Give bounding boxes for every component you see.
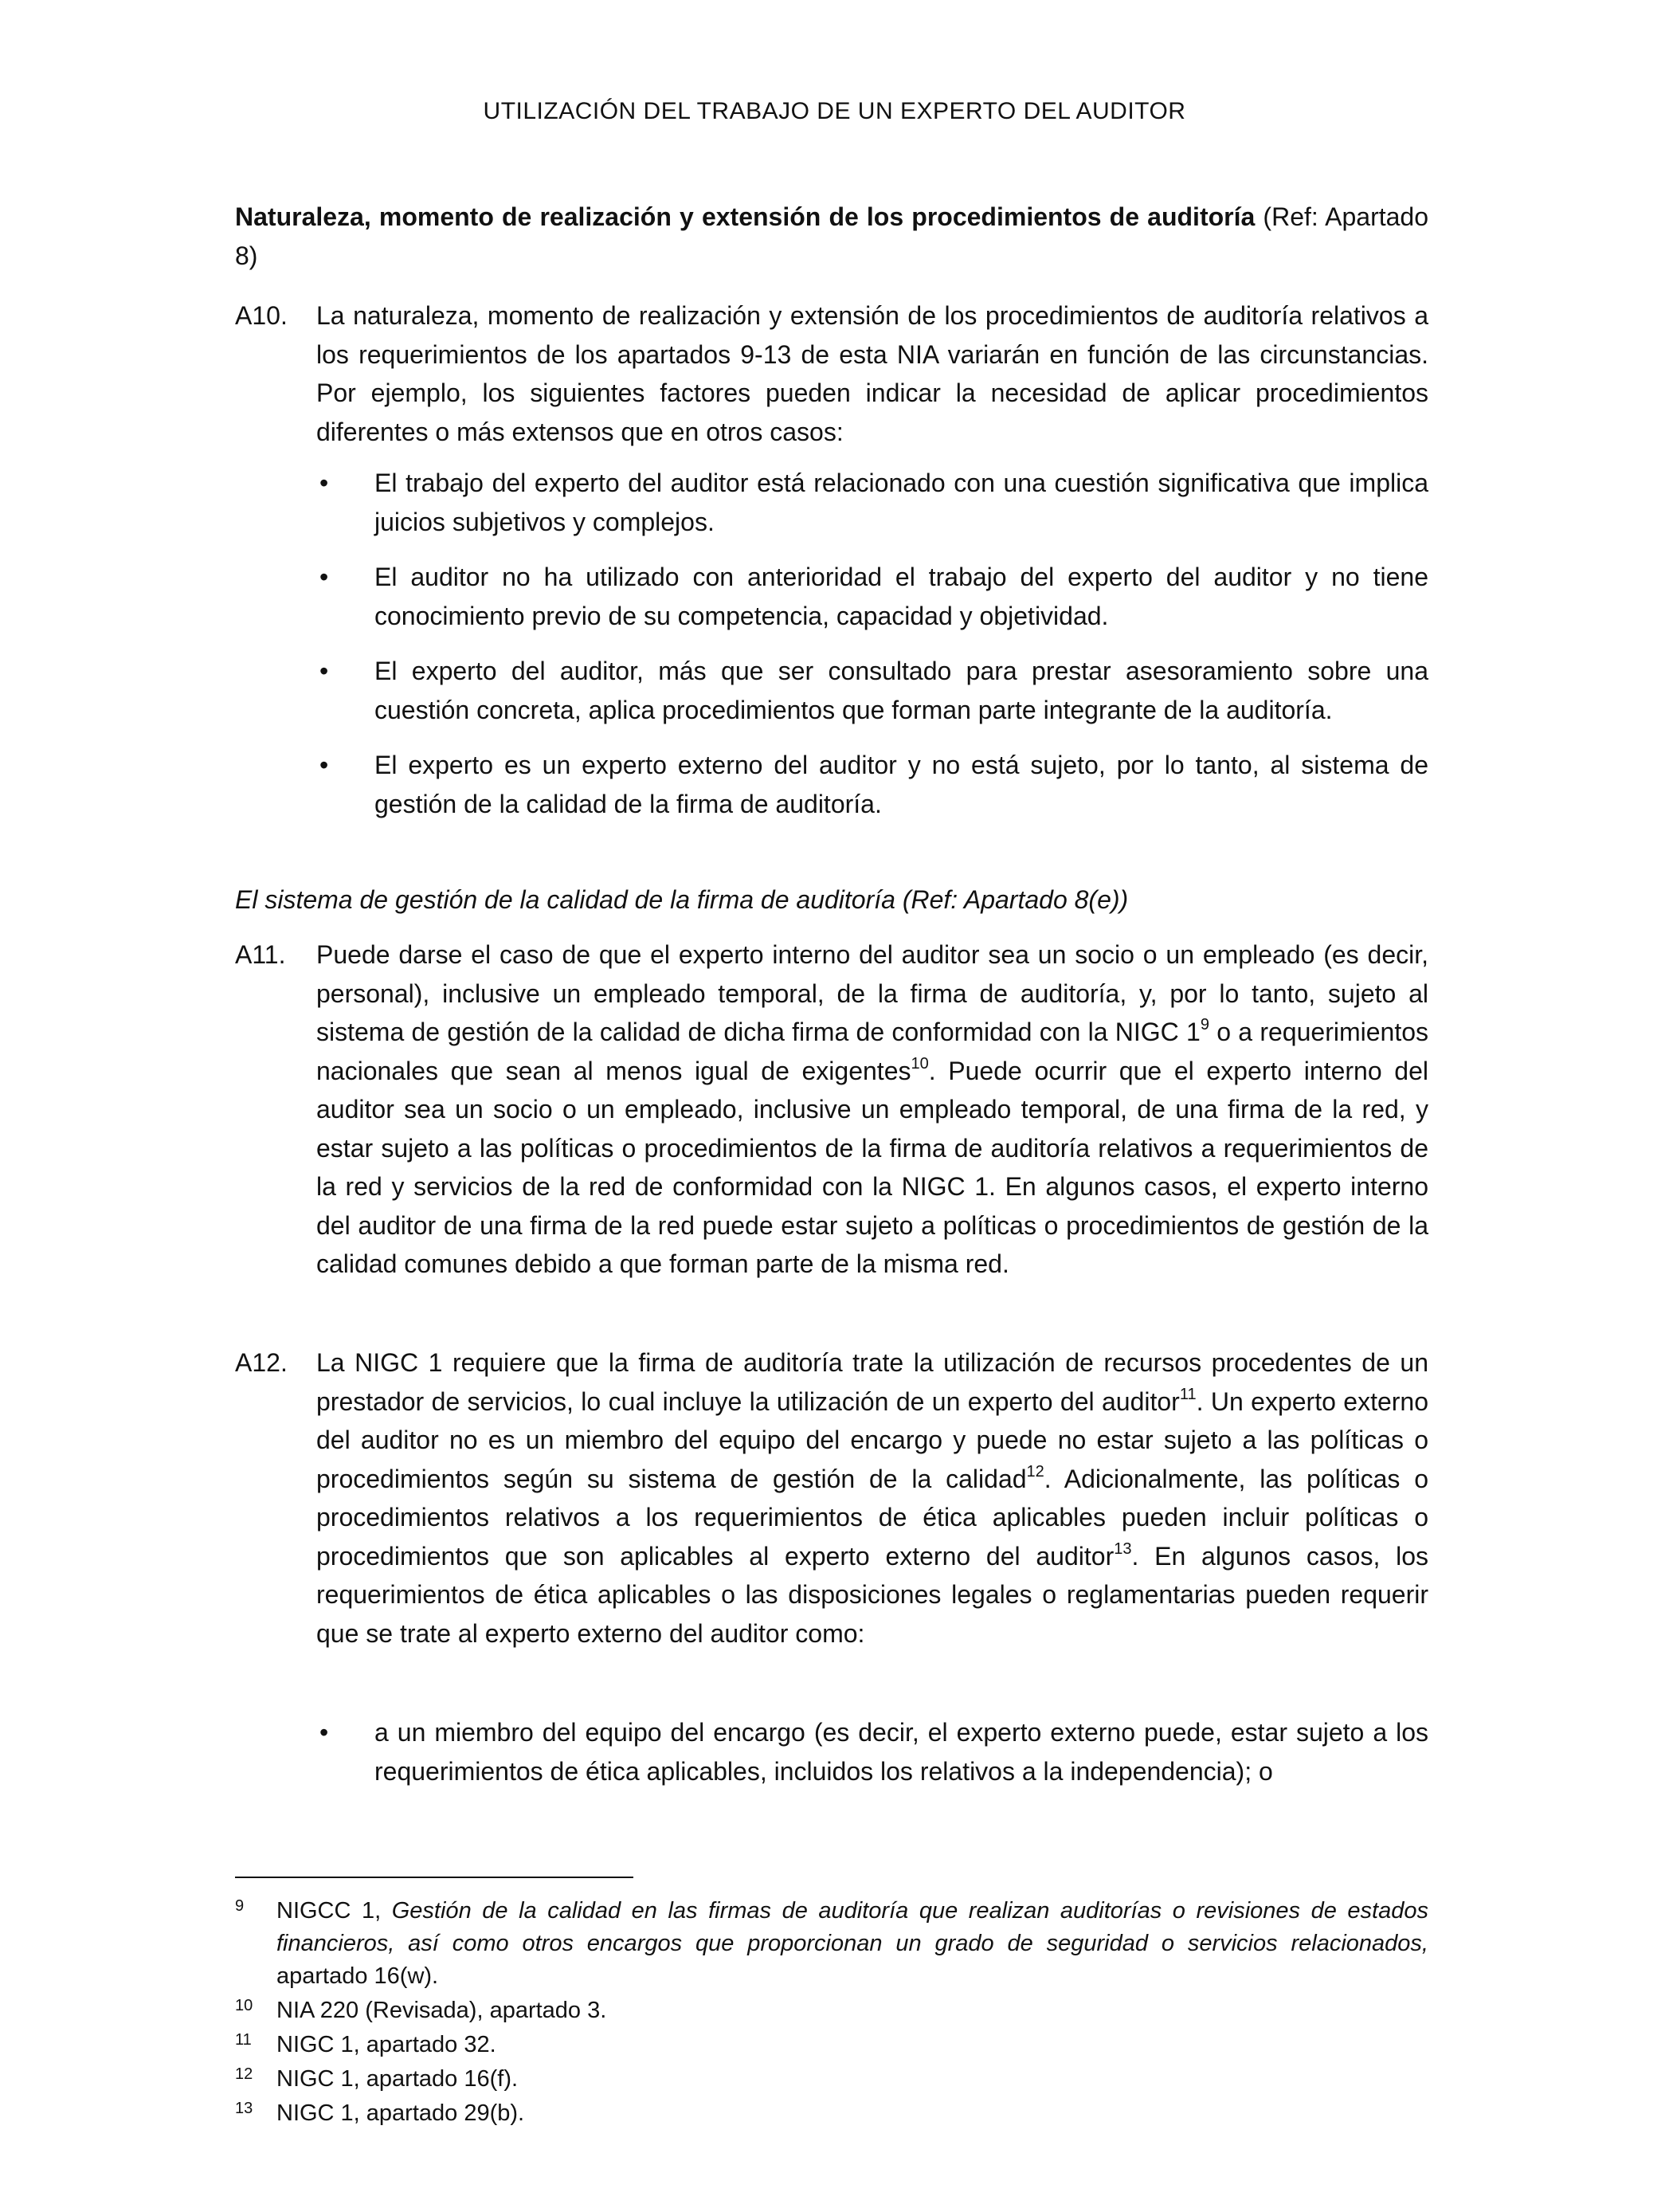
paragraph-a10: [235, 296, 1428, 451]
footnote-number: 10: [235, 1997, 253, 2014]
footnote-ref: 11: [1179, 1385, 1197, 1403]
footnote-ref: 9: [1200, 1016, 1209, 1033]
bullet-icon: •: [319, 563, 329, 591]
footnote: [235, 2029, 1428, 2061]
footnote-separator: [235, 1877, 633, 1878]
section-heading-ref: (Ref: Apartado 8): [235, 202, 1429, 270]
running-header: UTILIZACIÓN DEL TRABAJO DE UN EXPERTO DEL AUDITOR: [483, 98, 1186, 124]
footnote-text: NIGCC 1,: [276, 1898, 392, 1924]
bullet-icon: •: [319, 751, 329, 779]
paragraph-text: La naturaleza, momento de realización y extensión de los procedimientos de auditoría relativos a los requerimientos de los apartados 9-13 de esta NIA variarán en función de las circunstancias. Por ejemplo, los siguientes factores pueden indicar la necesidad de aplicar procedimientos diferentes o más extensos que en otros casos:: [316, 301, 1428, 446]
paragraph-a11: [235, 935, 1428, 1284]
footnotes: [235, 1895, 1428, 2132]
list-item: [316, 652, 1428, 729]
footnote-number: 11: [235, 2031, 252, 2049]
list-item-text: El experto del auditor, más que ser consultado para prestar asesoramiento sobre una cuestión concreta, aplica procedimientos que forman parte integrante de la auditoría.: [374, 657, 1428, 724]
paragraph-text: [316, 1343, 1428, 1653]
bullet-icon: •: [319, 1718, 329, 1747]
text-run: o a requerimientos nacionales que sean al menos igual de exigentes: [316, 1018, 1429, 1085]
footnote-text: NIGC 1, apartado 29(b).: [276, 2100, 525, 2126]
text-run: . Puede ocurrir que el experto interno del auditor sea un socio o un empleado, inclusive un empleado temporal, de una firma de la red, y estar sujeto a las políticas o procedimientos de la firma de auditoría relativos a requerimientos de la red y servicios de la red de conformidad con la NIGC 1. En algunos casos, el experto interno del auditor de una firma de la red puede estar sujeto a políticas o procedimientos de gestión de la calidad comunes debido a que forman parte de la misma red.: [316, 1056, 1429, 1278]
footnote-ref: 10: [911, 1054, 929, 1073]
footnote: [235, 1994, 1428, 2027]
paragraph-a12: [235, 1343, 1428, 1653]
text-run: La NIGC 1 requiere que la firma de auditoría trate la utilización de recursos procedentes de un prestador de servicios, lo cual incluye la utilización de un experto del auditor: [316, 1348, 1428, 1416]
paragraph-number: A12.: [235, 1348, 288, 1377]
text-run: . Un experto externo del auditor no es un miembro del equipo del encargo y puede no estar sujeto a las políticas o procedimientos según su sistema de gestión de la calidad: [316, 1386, 1429, 1493]
list-item: [316, 464, 1428, 541]
footnote-text: NIGC 1, apartado 32.: [276, 2032, 496, 2057]
subsection-heading: El sistema de gestión de la calidad de la firma de auditoría (Ref: Apartado 8(e)): [235, 885, 1129, 914]
footnote-number: 12: [235, 2065, 253, 2083]
section-heading: [235, 198, 1428, 275]
a10-bullet-list: [316, 464, 1428, 840]
list-item: [316, 1713, 1428, 1790]
paragraph-number: A10.: [235, 301, 288, 330]
text-run: Puede darse el caso de que el experto interno del auditor sea un socio o un empleado (es decir, personal), inclusive un empleado temporal, de la firma de auditoría, y, por lo tanto, sujeto al sistema de gestión de la calidad de dicha firma de conformidad con la NIGC 1: [316, 940, 1428, 1046]
bullet-icon: •: [319, 469, 329, 497]
footnote: [235, 1895, 1428, 1993]
bullet-icon: •: [319, 657, 329, 685]
footnote: [235, 2063, 1428, 2096]
text-run: . Adicionalmente, las políticas o procedimientos relativos a los requerimientos de ética aplicables pueden incluir políticas o procedimientos que son aplicables al experto externo del auditor: [316, 1464, 1429, 1571]
list-item: [316, 558, 1428, 635]
footnote-number: 13: [235, 2100, 253, 2117]
list-item-text: El trabajo del experto del auditor está relacionado con una cuestión significativa que implica juicios subjetivos y complejos.: [374, 469, 1428, 536]
footnote-ref: 12: [1026, 1462, 1044, 1481]
list-item-text: El auditor no ha utilizado con anterioridad el trabajo del experto del auditor y no tiene conocimiento previo de su competencia, capacidad y objetividad.: [374, 563, 1428, 630]
paragraph-number: A11.: [235, 940, 286, 969]
list-item-text: El experto es un experto externo del auditor y no está sujeto, por lo tanto, al sistema de gestión de la calidad de la firma de auditoría.: [374, 751, 1428, 818]
text-run: . En algunos casos, los requerimientos de ética aplicables o las disposiciones legales o reglamentarias pueden requerir que se trate al experto externo del auditor como:: [316, 1541, 1429, 1648]
footnote-ref: 13: [1114, 1539, 1132, 1558]
footnote-text: NIA 220 (Revisada), apartado 3.: [276, 1998, 607, 2023]
footnote-text: apartado 16(w).: [276, 1963, 439, 1989]
section-heading-bold: Naturaleza, momento de realización y extensión de los procedimientos de auditoría: [235, 202, 1256, 231]
footnote-title: Gestión de la calidad en las firmas de auditoría que realizan auditorías o revisiones de estados financieros, así como otros encargos que proporcionan un grado de seguridad o servicios relacionados,: [276, 1898, 1428, 1956]
footnote-number: 9: [235, 1897, 245, 1915]
footnote: [235, 2097, 1428, 2130]
a12-bullet-list: [316, 1713, 1428, 1807]
list-item-text: a un miembro del equipo del encargo (es decir, el experto externo puede, estar sujeto a los requerimientos de ética aplicables, incluidos los relativos a la independencia); o: [374, 1718, 1428, 1786]
paragraph-text: [316, 935, 1428, 1284]
footnote-text: NIGC 1, apartado 16(f).: [276, 2066, 519, 2092]
list-item: [316, 746, 1428, 823]
